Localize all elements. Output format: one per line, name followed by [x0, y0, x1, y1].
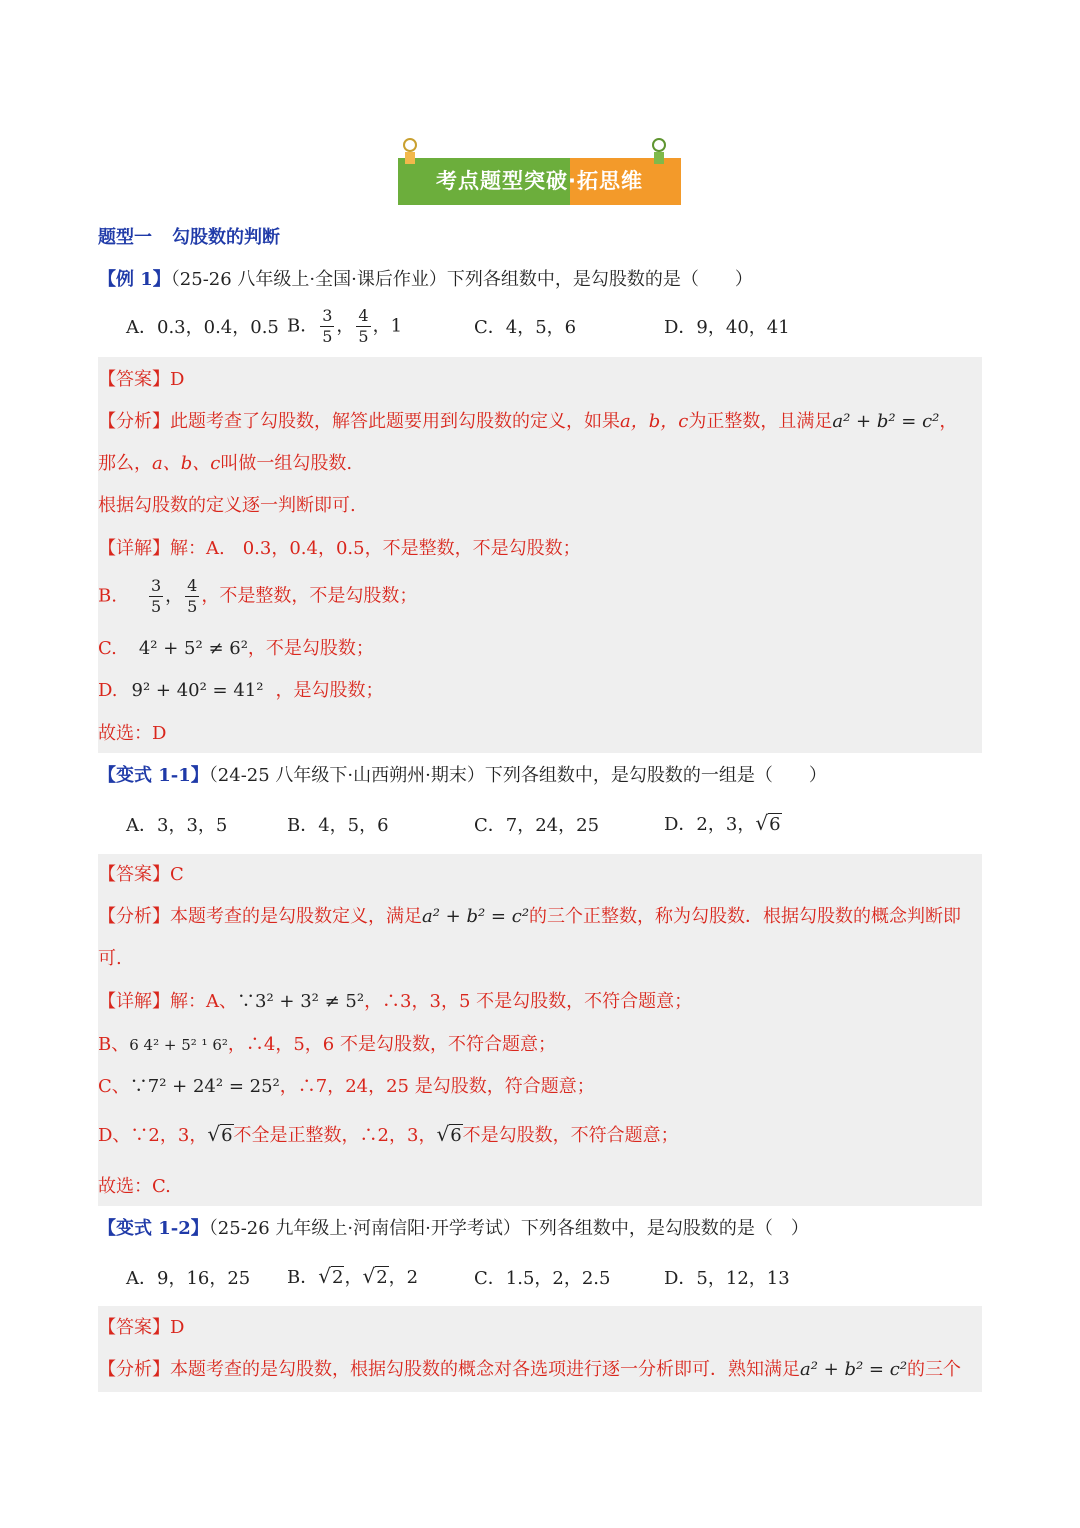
answer-value: D [170, 1317, 185, 1338]
example-1-option-b [287, 308, 402, 345]
variant-1-2-analysis [98, 1358, 961, 1382]
example-1-detail-b [98, 578, 417, 615]
detail-prefix: D. [98, 680, 118, 701]
analysis-variables: a，b，c [620, 411, 689, 432]
heading-title: 勾股数的判断 [172, 227, 280, 248]
example-1-tag: 【例 1】 [98, 269, 171, 290]
variant-1-1-detail-d [98, 1122, 679, 1148]
square-root-6: √6 [207, 1122, 233, 1146]
example-1-source: （25-26 八年级上·全国·课后作业） [170, 269, 447, 290]
detail-text: 不全是正整数，∴2，3， [233, 1125, 437, 1146]
answer-value: D [170, 369, 185, 390]
example-1-option-a: A．0.3，0.4，0.5 [126, 317, 279, 338]
detail-text: ，∴7，24，25 是勾股数，符合题意； [279, 1076, 595, 1097]
analysis-text: ， [939, 411, 958, 432]
detail-tag: 【详解】 [98, 538, 170, 559]
variant-1-2-option-a: A．9，16，25 [126, 1268, 251, 1289]
square-root-6: √6 [755, 811, 781, 835]
detail-text: ，∴3，3，5 不是勾股数，不符合题意； [364, 991, 693, 1012]
variant-1-1-detail-b [98, 1033, 556, 1057]
detail-prefix: B、 [98, 1034, 130, 1055]
fraction-3-5 [320, 308, 334, 345]
analysis-text: 为正整数，且满足 [688, 411, 833, 432]
variant-1-1-option-a: A．3，3，5 [126, 815, 228, 836]
answer-tag: 【答案】 [98, 1317, 170, 1338]
banner-left-text: 考点题型突破 [436, 169, 568, 193]
pythagorean-equation: a² + b² = c² [800, 1359, 908, 1380]
banner-text [398, 158, 681, 205]
detail-prefix: B. [98, 585, 117, 607]
variant-1-2-source: （25-26 九年级上·河南信阳·开学考试） [208, 1218, 521, 1239]
pythagorean-equation: a² + b² = c² [422, 906, 530, 927]
analysis-tag: 【分析】 [98, 906, 170, 927]
variant-1-2-option-b [287, 1264, 418, 1290]
radicand: 6 [450, 1125, 462, 1146]
variant-1-2-tag: 【变式 1-2】 [98, 1218, 209, 1239]
variant-1-1-option-b: B．4，5，6 [287, 815, 389, 836]
detail-text: ，不是整数，不是勾股数； [201, 585, 418, 607]
variant-1-1-tag: 【变式 1-1】 [98, 765, 209, 786]
example-1-text: 下列各组数中，是勾股数的是（ ） [446, 269, 753, 290]
fraction-3-5 [149, 578, 163, 615]
numerator: 4 [358, 306, 369, 325]
example-1-question [98, 268, 753, 292]
analysis-text: 的三个正整数，称为勾股数．根据勾股数的概念判断即 [529, 906, 962, 927]
pythagorean-equation: a² + b² = c² [832, 411, 940, 432]
variant-1-1-source: （24-25 八年级下·山西朔州·期末） [208, 765, 485, 786]
numerator: 3 [322, 306, 333, 325]
detail-prefix: D、∵2，3， [98, 1125, 208, 1146]
analysis-text: 叫做一组勾股数. [220, 453, 353, 474]
denominator: 5 [187, 597, 198, 616]
analysis-tag: 【分析】 [98, 411, 170, 432]
section-banner [398, 158, 681, 205]
option-d-prefix: D．2，3， [664, 814, 756, 835]
detail-text: 不是勾股数，不符合题意； [462, 1125, 679, 1146]
detail-separator: ， [165, 585, 184, 607]
option-b-prefix: B． [287, 1267, 319, 1288]
detail-prefix: C. [98, 638, 117, 659]
square-root-2: √2 [362, 1264, 388, 1288]
variant-1-1-text: 下列各组数中，是勾股数的一组是（ ） [484, 765, 827, 786]
detail-text: ，∴4，5，6 不是勾股数，不符合题意； [227, 1034, 556, 1055]
inequality: 4² + 5² ≠ 6² [138, 638, 248, 659]
answer-tag: 【答案】 [98, 369, 170, 390]
example-1-detail-a [98, 537, 581, 561]
radicand: 6 [769, 814, 781, 835]
example-1-detail-c [98, 637, 374, 661]
detail-tag: 【详解】 [98, 991, 170, 1012]
denominator: 5 [150, 597, 162, 616]
variant-1-2-option-d: D．5，12，13 [664, 1268, 790, 1289]
variant-1-1-option-d [664, 811, 782, 837]
example-1-analysis-line-3: 根据勾股数的定义逐一判断即可. [98, 495, 356, 516]
example-1-option-d: D．9，40，41 [664, 317, 790, 338]
variant-1-1-analysis-line-2: 可. [98, 948, 122, 969]
banner-right-text: 拓思维 [576, 169, 643, 193]
analysis-text: 本题考查的是勾股数定义，满足 [170, 906, 422, 927]
section-heading [98, 226, 280, 250]
answer-value: C [170, 864, 184, 885]
option-b-suffix: ，1 [372, 315, 403, 337]
analysis-text: 那么， [98, 453, 152, 474]
detail-prefix: 解：A、 [170, 991, 237, 1012]
radicand: 2 [331, 1267, 344, 1288]
variant-1-1-detail-c [98, 1075, 595, 1099]
analysis-text: 此题考查了勾股数，解答此题要用到勾股数的定义，如果 [170, 411, 620, 432]
analysis-variables: a、b、c [152, 453, 221, 474]
radicand: 2 [376, 1267, 388, 1288]
answer-tag: 【答案】 [98, 864, 170, 885]
banner-separator: · [568, 169, 577, 193]
option-b-separator: ， [344, 1267, 363, 1288]
square-root-2: √2 [318, 1264, 344, 1288]
numerator: 4 [187, 576, 198, 595]
variant-1-1-final-choice: 故选：C. [98, 1176, 171, 1197]
denominator: 5 [322, 327, 333, 346]
option-b-suffix: ，2 [388, 1267, 419, 1288]
denominator: 5 [358, 327, 369, 346]
detail-text: ，不是勾股数； [247, 638, 374, 659]
variant-1-2-option-c: C．1.5，2，2.5 [474, 1268, 611, 1289]
variant-1-1-detail-a [98, 990, 692, 1014]
variant-1-1-question [98, 764, 827, 788]
heading-label: 题型一 [98, 227, 152, 248]
variant-1-1-analysis [98, 905, 961, 929]
detail-text: ，是勾股数； [275, 680, 384, 701]
example-1-analysis [98, 410, 957, 434]
detail-prefix: C、 [98, 1076, 130, 1097]
option-b-separator: ， [336, 315, 355, 337]
equation: 9² + 40² = 41² [131, 680, 264, 701]
example-1-option-c: C．4，5，6 [474, 317, 577, 338]
example-1-analysis-line-2 [98, 452, 352, 476]
option-b-prefix: B． [287, 315, 319, 337]
variant-1-2-question [98, 1217, 809, 1241]
example-1-answer [98, 368, 184, 392]
fraction-4-5 [185, 578, 199, 615]
variant-1-1-option-c: C．7，24，25 [474, 815, 600, 836]
inequality: ∵3² + 3² ≠ 5² [237, 991, 365, 1012]
example-1-detail-d [98, 679, 383, 703]
square-root-6: √6 [436, 1122, 462, 1146]
variant-1-2-text: 下列各组数中，是勾股数的是（ ） [520, 1218, 809, 1239]
variant-1-2-answer [98, 1316, 184, 1340]
garbled-inequality: 6 4² + 5² ¹ 6² [129, 1036, 228, 1054]
analysis-tag: 【分析】 [98, 1359, 170, 1380]
equation: ∵7² + 24² = 25² [129, 1076, 280, 1097]
example-1-final-choice: 故选：D [98, 723, 167, 744]
analysis-text: 的三个 [907, 1359, 962, 1380]
radicand: 6 [221, 1125, 233, 1146]
detail-text: 解：A. 0.3，0.4，0.5，不是整数，不是勾股数； [170, 538, 581, 559]
analysis-text: 本题考查的是勾股数，根据勾股数的概念对各选项进行逐一分析即可．熟知满足 [170, 1359, 800, 1380]
variant-1-1-answer [98, 863, 184, 887]
fraction-4-5 [356, 308, 370, 345]
numerator: 3 [150, 576, 162, 595]
